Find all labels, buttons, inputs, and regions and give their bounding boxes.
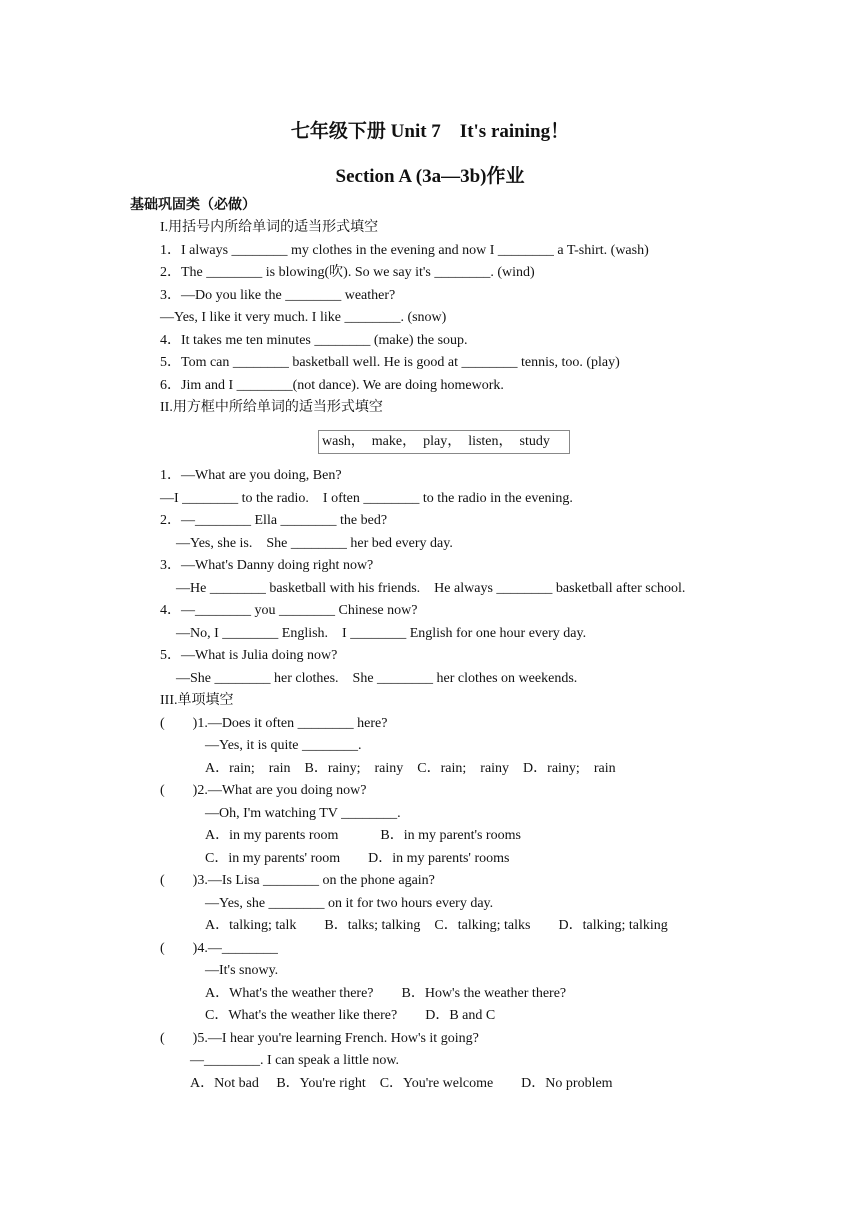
question-4-options: C．What's the weather like there? D．B and C xyxy=(205,1008,496,1023)
category-heading: 基础巩固类（必做） xyxy=(130,197,256,213)
part2-item: 5．—What is Julia doing now? xyxy=(160,648,338,663)
question-4-dialog: —It's snowy. xyxy=(205,963,279,978)
question-1-dialog: —Yes, it is quite ________. xyxy=(205,738,362,753)
page-subtitle: Section A (3a—3b)作业 xyxy=(335,166,525,187)
part3-heading: III.单项填空 xyxy=(160,693,234,708)
part2-item: —Yes, she is. She ________ her bed every day. xyxy=(176,536,453,551)
question-3: ( )3.—Is Lisa ________ on the phone again? xyxy=(160,873,435,888)
part1-item: 6．Jim and I ________(not dance). We are doing homework. xyxy=(160,378,504,393)
part1-item: 4．It takes me ten minutes ________ (make) the soup. xyxy=(160,333,468,348)
question-1-options: A．rain; rain B．rainy; rainy C．rain; rainy D．rainy; rain xyxy=(205,761,616,776)
question-5-dialog: —________. I can speak a little now. xyxy=(190,1053,400,1068)
question-1: ( )1.—Does it often ________ here? xyxy=(160,716,388,731)
part2-item: —She ________ her clothes. She ________ her clothes on weekends. xyxy=(176,671,578,686)
part2-item: 2．—________ Ella ________ the bed? xyxy=(160,513,388,528)
part2-item: —He ________ basketball with his friends. He always ________ basketball after school. xyxy=(176,581,686,596)
question-5: ( )5.—I hear you're learning French. How's it going? xyxy=(160,1031,479,1046)
part1-item: 2．The ________ is blowing(吹). So we say it's ________. (wind) xyxy=(160,265,535,280)
question-4: ( )4.—________ xyxy=(160,941,278,956)
part2-item: 1．—What are you doing, Ben? xyxy=(160,468,342,483)
question-2: ( )2.—What are you doing now? xyxy=(160,783,367,798)
word-box: wash， make， play， listen， study xyxy=(318,430,570,454)
part2-item: 4．—________ you ________ Chinese now? xyxy=(160,603,418,618)
part1-item: —Yes, I like it very much. I like ________. (snow) xyxy=(160,310,447,325)
part2-item: 3．—What's Danny doing right now? xyxy=(160,558,374,573)
part1-item: 3．—Do you like the ________ weather? xyxy=(160,288,396,303)
question-2-options: C．in my parents' room D．in my parents' rooms xyxy=(205,851,510,866)
question-3-options: A．talking; talk B．talks; talking C．talking; talks D．talking; talking xyxy=(205,918,668,933)
page-title: 七年级下册 Unit 7 It's raining！ xyxy=(290,121,570,142)
part1-item: 1．I always ________ my clothes in the evening and now I ________ a T-shirt. (wash) xyxy=(160,243,649,258)
question-4-options: A．What's the weather there? B．How's the weather there? xyxy=(205,986,567,1001)
part1-item: 5．Tom can ________ basketball well. He is good at ________ tennis, too. (play) xyxy=(160,355,620,370)
question-2-options: A．in my parents room B．in my parent's rooms xyxy=(205,828,521,843)
part1-heading: I.用括号内所给单词的适当形式填空 xyxy=(160,220,379,235)
question-3-dialog: —Yes, she ________ on it for two hours every day. xyxy=(205,896,494,911)
part2-item: —I ________ to the radio. I often ________ to the radio in the evening. xyxy=(160,491,573,506)
question-2-dialog: —Oh, I'm watching TV ________. xyxy=(205,806,401,821)
part2-heading: II.用方框中所给单词的适当形式填空 xyxy=(160,400,383,415)
part2-item: —No, I ________ English. I ________ English for one hour every day. xyxy=(176,626,587,641)
question-5-options: A．Not bad B．You're right C．You're welcome D．No problem xyxy=(190,1076,613,1091)
